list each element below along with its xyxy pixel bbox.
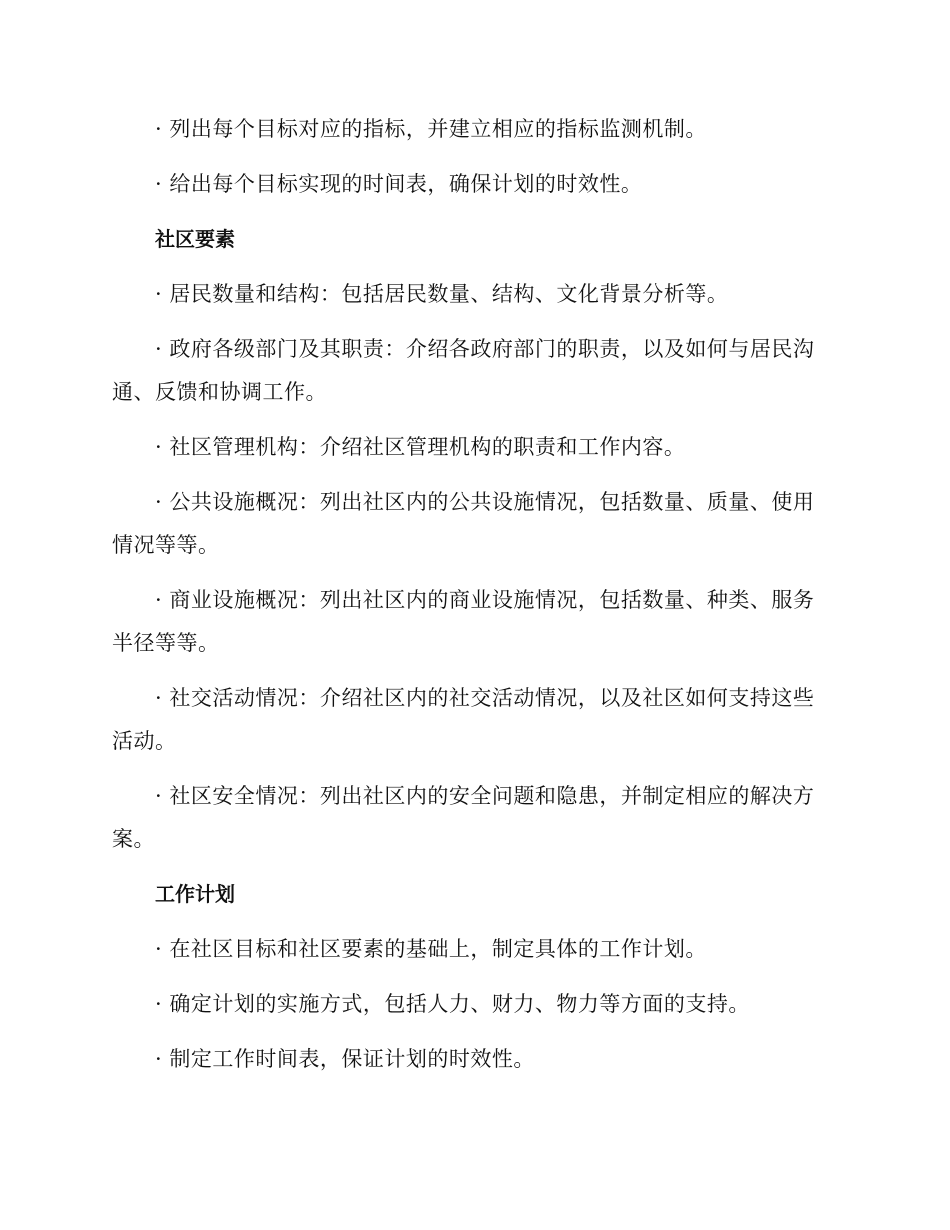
section-heading: 社区要素 <box>155 227 235 251</box>
list-item: · 列出每个目标对应的指标，并建立相应的指标监测机制。 <box>155 117 707 141</box>
list-item: · 公共设施概况：列出社区内的公共设施情况，包括数量、质量、使用情况等等。 <box>112 490 815 557</box>
list-item: · 商业设施概况：列出社区内的商业设施情况，包括数量、种类、服务半径等等。 <box>112 588 815 655</box>
list-item: · 社区安全情况：列出社区内的安全问题和隐患，并制定相应的解决方案。 <box>112 784 815 851</box>
list-item: · 给出每个目标实现的时间表，确保计划的时效性。 <box>155 172 643 196</box>
section-heading: 工作计划 <box>155 882 235 906</box>
list-item: · 制定工作时间表，保证计划的时效性。 <box>155 1047 535 1071</box>
list-item: · 社区管理机构：介绍社区管理机构的职责和工作内容。 <box>155 435 686 459</box>
list-item: · 在社区目标和社区要素的基础上，制定具体的工作计划。 <box>155 937 707 961</box>
list-item: · 社交活动情况：介绍社区内的社交活动情况，以及社区如何支持这些活动。 <box>112 686 815 753</box>
list-item: · 确定计划的实施方式，包括人力、财力、物力等方面的支持。 <box>155 992 750 1016</box>
list-item: · 政府各级部门及其职责：介绍各政府部门的职责，以及如何与居民沟通、反馈和协调工作。 <box>112 337 815 404</box>
list-item: · 居民数量和结构：包括居民数量、结构、文化背景分析等。 <box>155 282 729 306</box>
document-body <box>112 108 824 1093</box>
